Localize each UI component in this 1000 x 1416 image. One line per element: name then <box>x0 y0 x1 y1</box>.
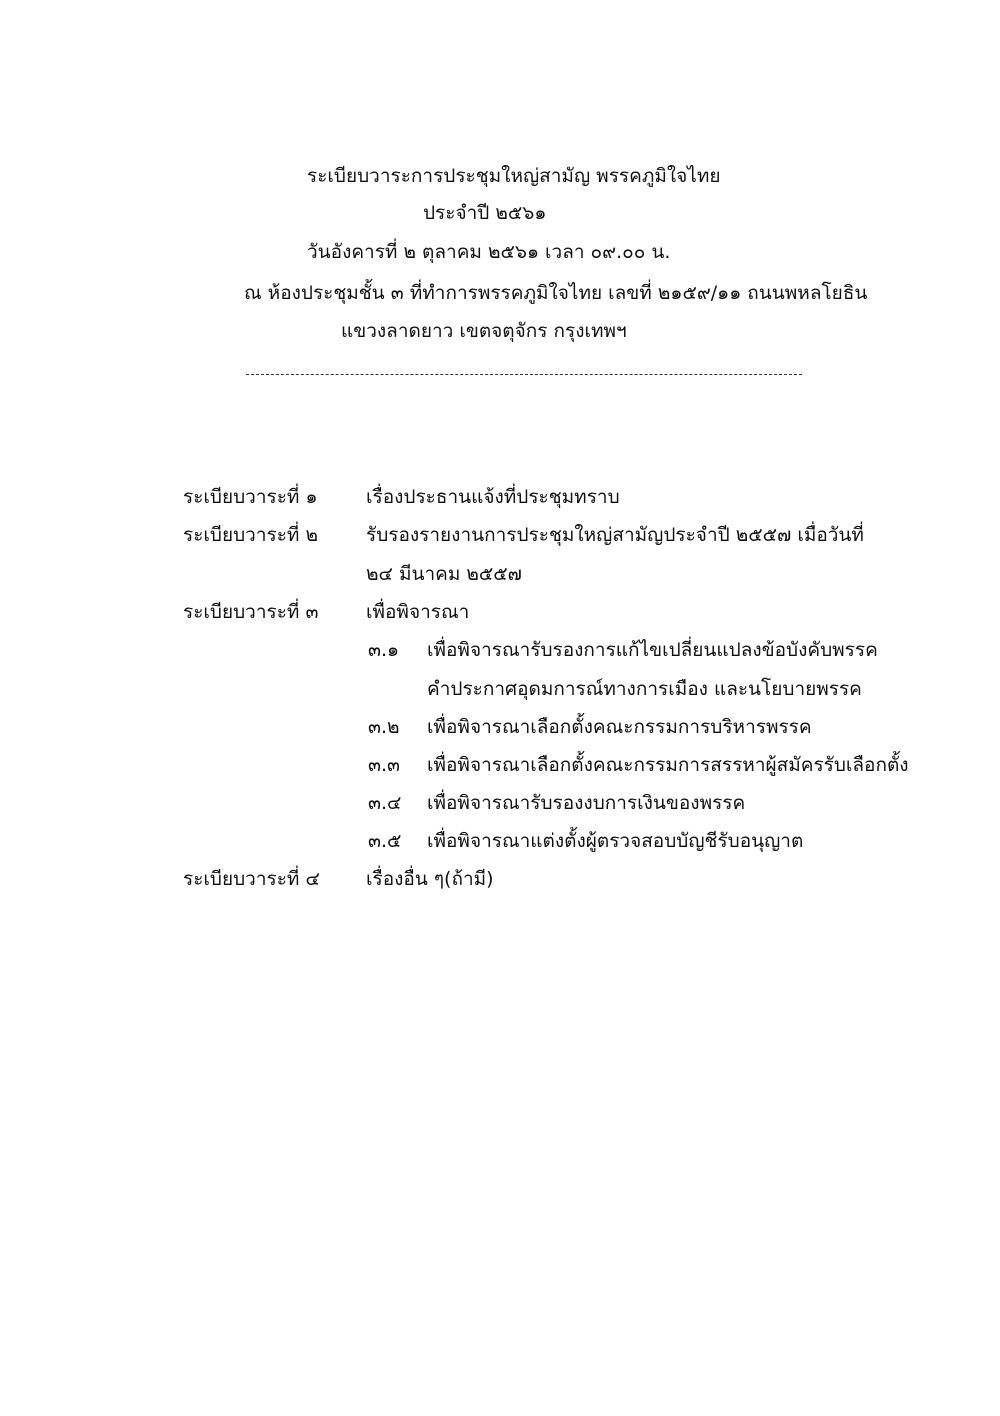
header-divider <box>246 374 802 375</box>
district-line: แขวงลาดยาว เขตจตุจักร กรุงเทพฯ <box>341 320 627 342</box>
agenda-item-text: เพื่อพิจารณา <box>366 601 470 623</box>
sub-item-text: เพื่อพิจารณาแต่งตั้งผู้ตรวจสอบบัญชีรับอนุญาต <box>427 830 804 852</box>
agenda-item-label: ระเบียบวาระที่ ๓ <box>183 601 319 623</box>
agenda-item-text: ๒๔ มีนาคม ๒๕๕๗ <box>366 563 522 585</box>
sub-item-text: เพื่อพิจารณาเลือกตั้งคณะกรรมการบริหารพรรค <box>427 716 812 738</box>
sub-item-number: ๓.๓ <box>368 754 401 776</box>
sub-item-number: ๓.๑ <box>368 639 400 661</box>
agenda-item-label: ระเบียบวาระที่ ๔ <box>183 868 320 890</box>
agenda-item-text: เรื่องอื่น ๆ(ถ้ามี) <box>366 868 494 890</box>
venue-line: ณ ห้องประชุมชั้น ๓ ที่ทำการพรรคภูมิใจไทย เลขที่ ๒๑๕๙/๑๑ ถนนพหลโยธิน <box>244 282 868 304</box>
year-line: ประจำปี ๒๕๖๑ <box>423 202 547 224</box>
document-title: ระเบียบวาระการประชุมใหญ่สามัญ พรรคภูมิใจไทย <box>307 165 721 187</box>
agenda-item-text: รับรองรายงานการประชุมใหญ่สามัญประจำปี ๒๕๕๗ เมื่อวันที่ <box>366 524 864 546</box>
sub-item-number: ๓.๕ <box>368 830 402 852</box>
sub-item-number: ๓.๔ <box>368 792 402 814</box>
sub-item-number: ๓.๒ <box>368 716 400 738</box>
agenda-item-text: เรื่องประธานแจ้งที่ประชุมทราบ <box>366 486 620 508</box>
sub-item-text: เพื่อพิจารณารับรองการแก้ไขเปลี่ยนแปลงข้อบังคับพรรค <box>427 639 878 661</box>
date-line: วันอังคารที่ ๒ ตุลาคม ๒๕๖๑ เวลา ๐๙.๐๐ น. <box>307 241 671 263</box>
sub-item-text: เพื่อพิจารณารับรองงบการเงินของพรรค <box>427 792 746 814</box>
sub-item-text: คำประกาศอุดมการณ์ทางการเมือง และนโยบายพรรค <box>427 678 862 700</box>
agenda-item-label: ระเบียบวาระที่ ๑ <box>183 486 318 508</box>
agenda-item-label: ระเบียบวาระที่ ๒ <box>183 524 318 546</box>
sub-item-text: เพื่อพิจารณาเลือกตั้งคณะกรรมการสรรหาผู้สมัครรับเลือกตั้ง <box>427 754 909 776</box>
